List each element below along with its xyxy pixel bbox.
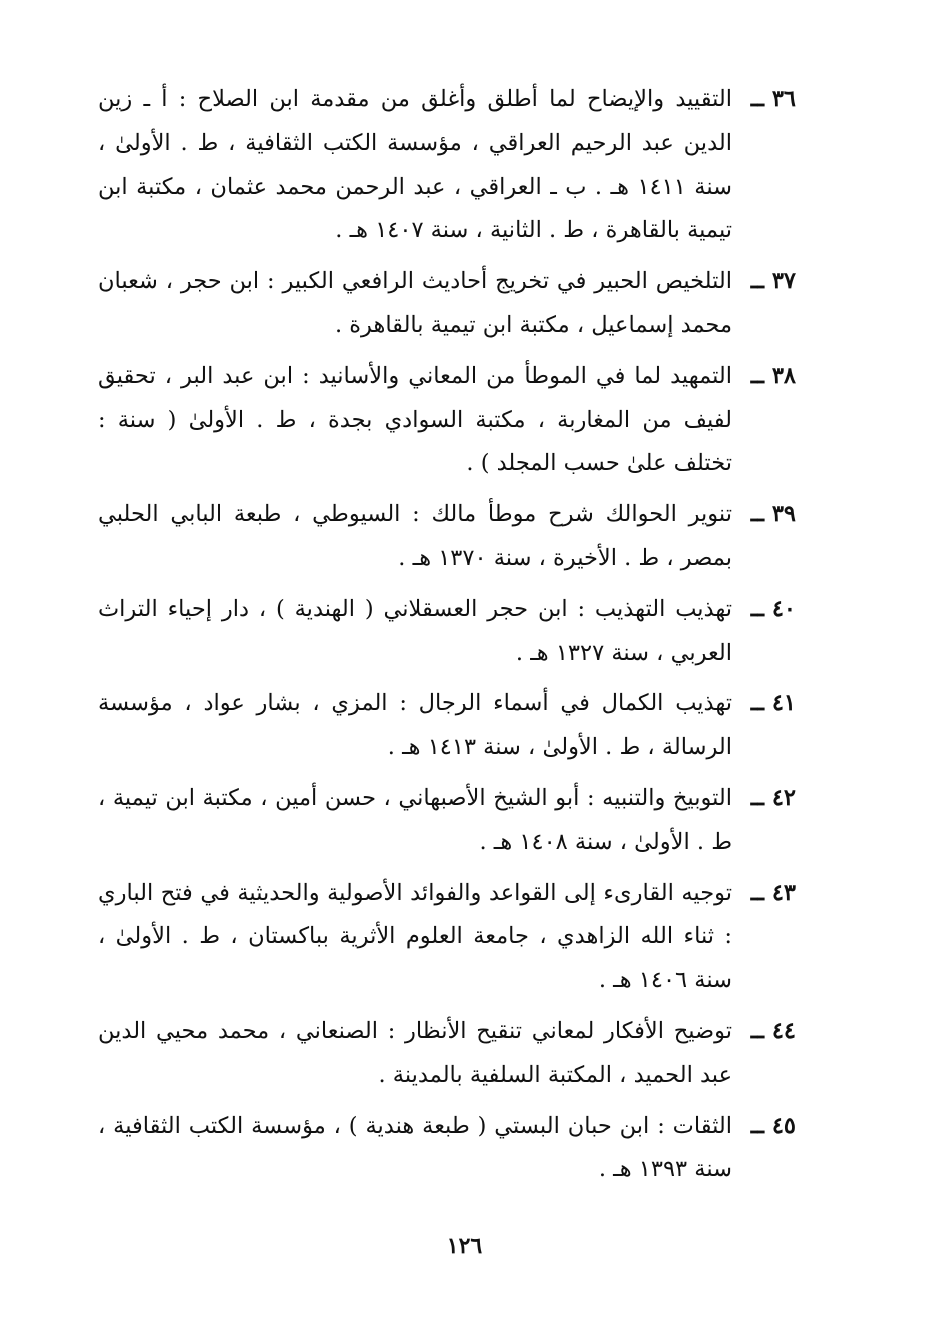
bibliography-entry-43 [98, 872, 796, 1003]
entry-text: توضيح الأفكار لمعاني تنقيح الأنظار : الصنعاني ، محمد محيي الدين عبد الحميد ، المكتبة السلفية بالمدينة . [98, 1017, 732, 1088]
entry-number: ٤١ ــ [750, 690, 796, 717]
entry-text: توجيه القارىء إلى القواعد والفوائد الأصولية والحديثية في فتح الباري : ثناء الله الزاهدي ، جامعة العلوم الأثرية بباكستان ، ط . الأولىٰ ، سنة ١٤٠٦ هـ . [98, 879, 732, 994]
bibliography-entry-42 [98, 777, 796, 865]
entry-text: التلخيص الحبير في تخريج أحاديث الرافعي الكبير : ابن حجر ، شعبان محمد إسماعيل ، مكتبة ابن تيمية بالقاهرة . [98, 268, 732, 338]
bibliography-entry-36 [98, 78, 796, 253]
bibliography-entry-44 [98, 1010, 796, 1098]
entry-number: ٣٧ ــ [750, 268, 796, 295]
page-number: ١٢٦ [446, 1233, 483, 1259]
bibliography-entry-45 [98, 1105, 796, 1193]
entry-text: تهذيب التهذيب : ابن حجر العسقلاني ( الهندية ) ، دار إحياء التراث العربي ، سنة ١٣٢٧ هـ . [98, 595, 732, 666]
entry-number: ٣٨ ــ [750, 362, 796, 389]
entry-number: ٤٣ ــ [750, 879, 796, 906]
bibliography-entry-38 [98, 355, 796, 486]
entry-text: التوبيخ والتنبيه : أبو الشيخ الأصبهاني ، حسن أمين ، مكتبة ابن تيمية ، ط . الأولىٰ ، سنة ١٤٠٨ هـ . [98, 784, 732, 855]
entry-number: ٤٤ ــ [750, 1017, 796, 1044]
entry-number: ٣٦ ــ [750, 86, 796, 112]
bibliography-entry-37 [98, 260, 796, 348]
bibliography-page [98, 78, 796, 1199]
entry-text: الثقات : ابن حبان البستي ( طبعة هندية ) ، مؤسسة الكتب الثقافية ، سنة ١٣٩٣ هـ . [98, 1112, 732, 1183]
entry-number: ٣٩ ــ [750, 501, 796, 528]
entry-text: التمهيد لما في الموطأ من المعاني والأسانيد : ابن عبد البر ، تحقيق لفيف من المغاربة ، مكتبة السوادي بجدة ، ط . الأولىٰ ( سنة : تختلف علىٰ حسب المجلد ) . [98, 362, 732, 477]
entry-number: ٤٥ ــ [750, 1112, 796, 1139]
entry-text: التقييد والإيضاح لما أطلق وأغلق من مقدمة ابن الصلاح : أ ـ زين الدين عبد الرحيم العراقي ، مؤسسة الكتب الثقافية ، ط . الأولىٰ ، سنة ١٤١١ هـ . ب ـ العراقي ، عبد الرحمن محمد عثمان ، مكتبة ابن تيمية بالقاهرة ، ط . الثانية ، سنة ١٤٠٧ هـ . [98, 86, 733, 244]
bibliography-entry-40 [98, 588, 796, 676]
entry-text: تهذيب الكمال في أسماء الرجال : المزي ، بشار عواد ، مؤسسة الرسالة ، ط . الأولىٰ ، سنة ١٤١٣ هـ . [98, 690, 732, 761]
entry-number: ٤٢ ــ [750, 784, 796, 811]
bibliography-entry-39 [98, 493, 796, 581]
entry-number: ٤٠ ــ [750, 595, 796, 622]
entry-text: تنوير الحوالك شرح موطأ مالك : السيوطي ، طبعة البابي الحلبي بمصر ، ط . الأخيرة ، سنة ١٣٧٠ هـ . [98, 501, 732, 571]
bibliography-entry-41 [98, 682, 796, 770]
